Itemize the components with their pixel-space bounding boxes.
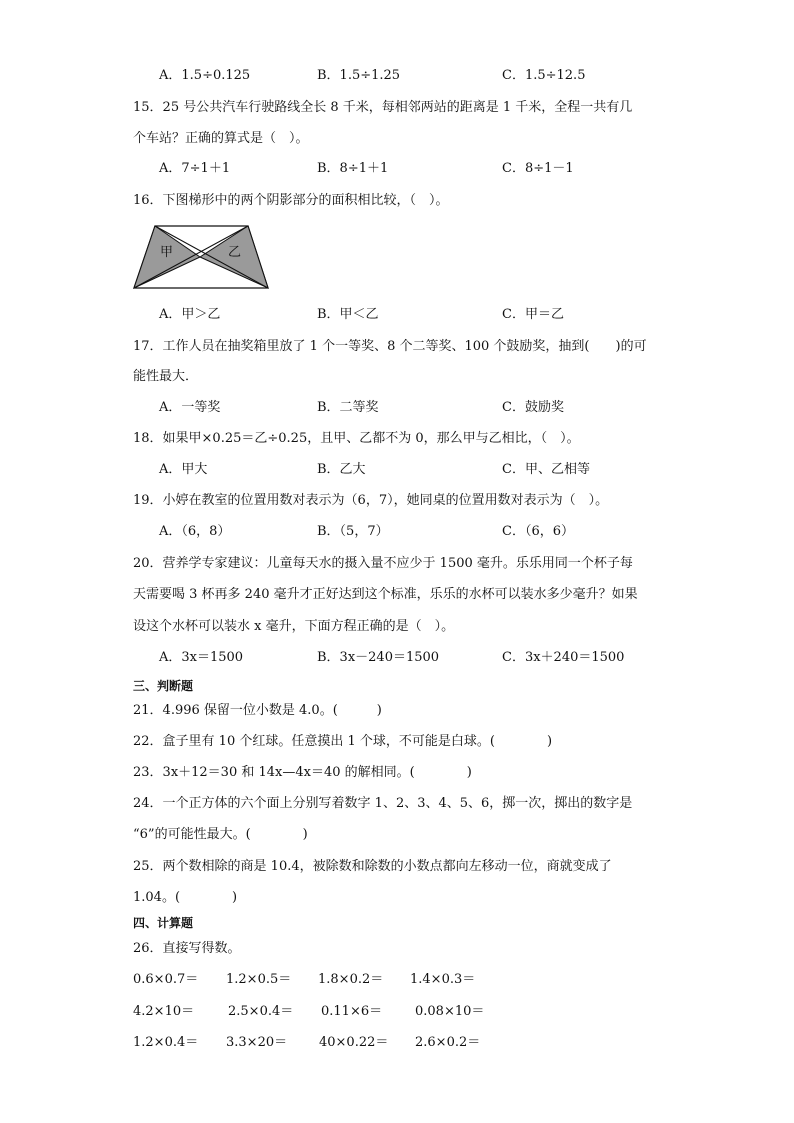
calc-item: 1.2×0.5＝: [226, 972, 292, 987]
q20-option-b: B．3x－240＝1500: [317, 650, 440, 665]
q14-option-a: A．1.5÷0.125: [159, 68, 251, 83]
q17-text-line2: 能性最大．: [133, 369, 199, 384]
q15-option-c: C．8÷1－1: [502, 161, 574, 176]
section-heading-true-false: 三、判断题: [133, 679, 194, 693]
q15-option-b: B．8÷1＋1: [317, 161, 389, 176]
calc-item: 4.2×10＝: [133, 1004, 195, 1019]
q20-option-a: A．3x＝1500: [159, 650, 244, 665]
q17-option-b: B．二等奖: [317, 400, 379, 415]
q24-text-line2: “6”的可能性最大。( ): [133, 827, 308, 842]
calc-item: 3.3×20＝: [226, 1035, 288, 1050]
q19-option-a: A．（6，8）: [159, 524, 231, 539]
q20-text-line3: 设这个水杯可以装水 x 毫升，下面方程正确的是（ ）。: [133, 619, 455, 634]
q23-text: 23．3x＋12＝30 和 14x—4x＝40 的解相同。( ): [133, 765, 472, 780]
q17-option-a: A．一等奖: [159, 400, 221, 415]
section-heading-calculation: 四、计算题: [133, 916, 194, 930]
q17-text-line1: 17．工作人员在抽奖箱里放了 1 个一等奖、8 个二等奖、100 个鼓励奖，抽到( )的可: [133, 339, 647, 354]
q16-option-b: B．甲＜乙: [317, 307, 379, 322]
q16-text: 16．下图梯形中的两个阴影部分的面积相比较，（ ）。: [133, 193, 449, 208]
calc-item: 0.08×10＝: [415, 1004, 485, 1019]
q19-text: 19．小婷在教室的位置用数对表示为（6，7），她同桌的位置用数对表示为（ ）。: [133, 493, 609, 508]
q18-option-b: B．乙大: [317, 462, 366, 477]
q24-text-line1: 24．一个正方体的六个面上分别写着数字 1、2、3、4、5、6，掷一次，掷出的数字是: [133, 796, 633, 811]
q19-option-c: C．（6，6）: [502, 524, 574, 539]
q16-option-c: C．甲＝乙: [502, 307, 564, 322]
q20-text-line1: 20．营养学专家建议：儿童每天水的摄入量不应少于 1500 毫升。乐乐用同一个杯子每: [133, 556, 633, 571]
label-yi: 乙: [228, 245, 242, 260]
q15-text-line1: 15．25 号公共汽车行驶路线全长 8 千米，每相邻两站的距离是 1 千米，全程一共有几: [133, 100, 633, 115]
q25-text-line2: 1.04。( ): [133, 890, 238, 905]
calc-item: 1.8×0.2＝: [318, 972, 384, 987]
q20-option-c: C．3x＋240＝1500: [502, 650, 625, 665]
q14-option-b: B．1.5÷1.25: [317, 68, 401, 83]
q15-option-a: A．7÷1＋1: [159, 161, 231, 176]
calc-item: 2.5×0.4＝: [228, 1004, 294, 1019]
q18-option-c: C．甲、乙相等: [502, 462, 590, 477]
q22-text: 22．盒子里有 10 个红球。任意摸出 1 个球，不可能是白球。( ): [133, 734, 553, 749]
calc-item: 40×0.22＝: [319, 1035, 389, 1050]
q18-option-a: A．甲大: [159, 462, 208, 477]
q18-text: 18．如果甲×0.25＝乙÷0.25，且甲、乙都不为 0，那么甲与乙相比，（ ）。: [133, 431, 580, 446]
q14-option-c: C．1.5÷12.5: [502, 68, 586, 83]
calc-item: 0.11×6＝: [321, 1004, 383, 1019]
q25-text-line1: 25．两个数相除的商是 10.4，被除数和除数的小数点都向左移动一位，商就变成了: [133, 859, 612, 874]
q21-text: 21．4.996 保留一位小数是 4.0。( ): [133, 703, 382, 718]
calc-item: 0.6×0.7＝: [133, 972, 199, 987]
q16-option-a: A．甲＞乙: [159, 307, 221, 322]
q20-text-line2: 天需要喝 3 杯再多 240 毫升才正好达到这个标准，乐乐的水杯可以装水多少毫升？如果: [133, 587, 638, 602]
calc-item: 1.4×0.3＝: [410, 972, 476, 987]
calc-item: 1.2×0.4＝: [133, 1035, 199, 1050]
label-jia: 甲: [160, 245, 174, 260]
q19-option-b: B．（5，7）: [317, 524, 389, 539]
q26-title: 26．直接写得数。: [133, 941, 241, 956]
q15-text-line2: 个车站？正确的算式是（ ）。: [133, 131, 309, 146]
trapezoid-figure: [130, 222, 272, 292]
calc-item: 2.6×0.2＝: [415, 1035, 481, 1050]
q17-option-c: C．鼓励奖: [502, 400, 564, 415]
